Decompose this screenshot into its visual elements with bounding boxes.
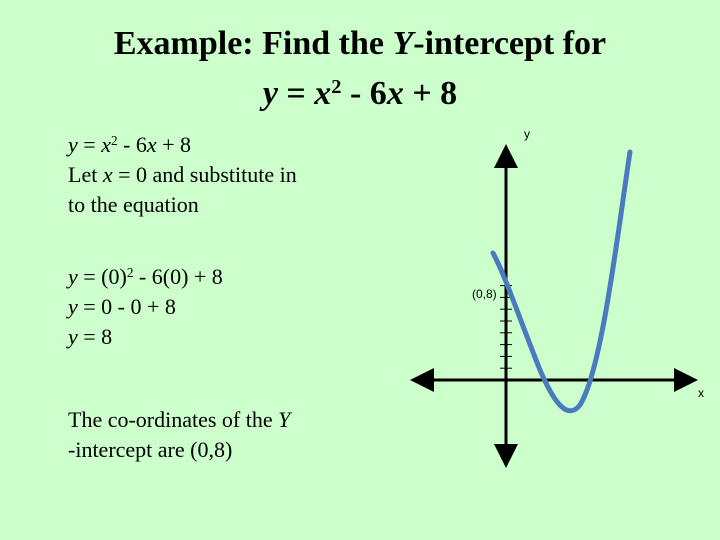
eq-equals: = xyxy=(277,75,315,112)
s1-eq: = xyxy=(77,132,102,157)
title-suffix: -intercept for xyxy=(413,25,607,62)
y-intercept-label: (0,8) xyxy=(472,287,497,301)
s1-const: + 8 xyxy=(156,132,192,157)
eq-y: y xyxy=(262,75,278,112)
eq-exponent: 2 xyxy=(331,75,342,98)
s2-y1: y xyxy=(68,264,78,289)
c-prefix: The co-ordinates of the xyxy=(68,407,279,432)
c-var: Y xyxy=(278,407,291,432)
s2-l2: = 0 - 0 + 8 xyxy=(77,294,176,319)
s2-exp: 2 xyxy=(126,264,134,280)
x-axis-label: x xyxy=(698,386,704,400)
s2-y3: y xyxy=(68,324,78,349)
s2-a: = (0) xyxy=(77,264,127,289)
title-prefix: Example: Find the xyxy=(113,25,393,62)
s1-let-var: x xyxy=(102,162,113,187)
s1-x: x xyxy=(101,132,111,157)
parabola-curve xyxy=(493,152,630,411)
s1-term: - 6 xyxy=(117,132,147,157)
title-var: Y xyxy=(392,25,414,62)
s1-let-rest: = 0 and substitute in xyxy=(112,162,297,187)
s1-x2: x xyxy=(146,132,157,157)
s1-exp: 2 xyxy=(110,132,118,148)
eq-x2: x xyxy=(386,75,404,112)
eq-term: - 6 xyxy=(341,75,387,112)
step1-instruction-2: to the equation xyxy=(68,192,199,217)
s2-l3: = 8 xyxy=(77,324,113,349)
y-axis-label: y xyxy=(524,127,530,141)
eq-const: + 8 xyxy=(403,75,458,112)
s2-b: - 6(0) + 8 xyxy=(133,264,223,289)
conclusion-line2: -intercept are (0,8) xyxy=(68,437,233,462)
s1-y: y xyxy=(68,132,78,157)
s1-let: Let xyxy=(68,162,103,187)
eq-x: x xyxy=(314,75,332,112)
s2-y2: y xyxy=(68,294,78,319)
